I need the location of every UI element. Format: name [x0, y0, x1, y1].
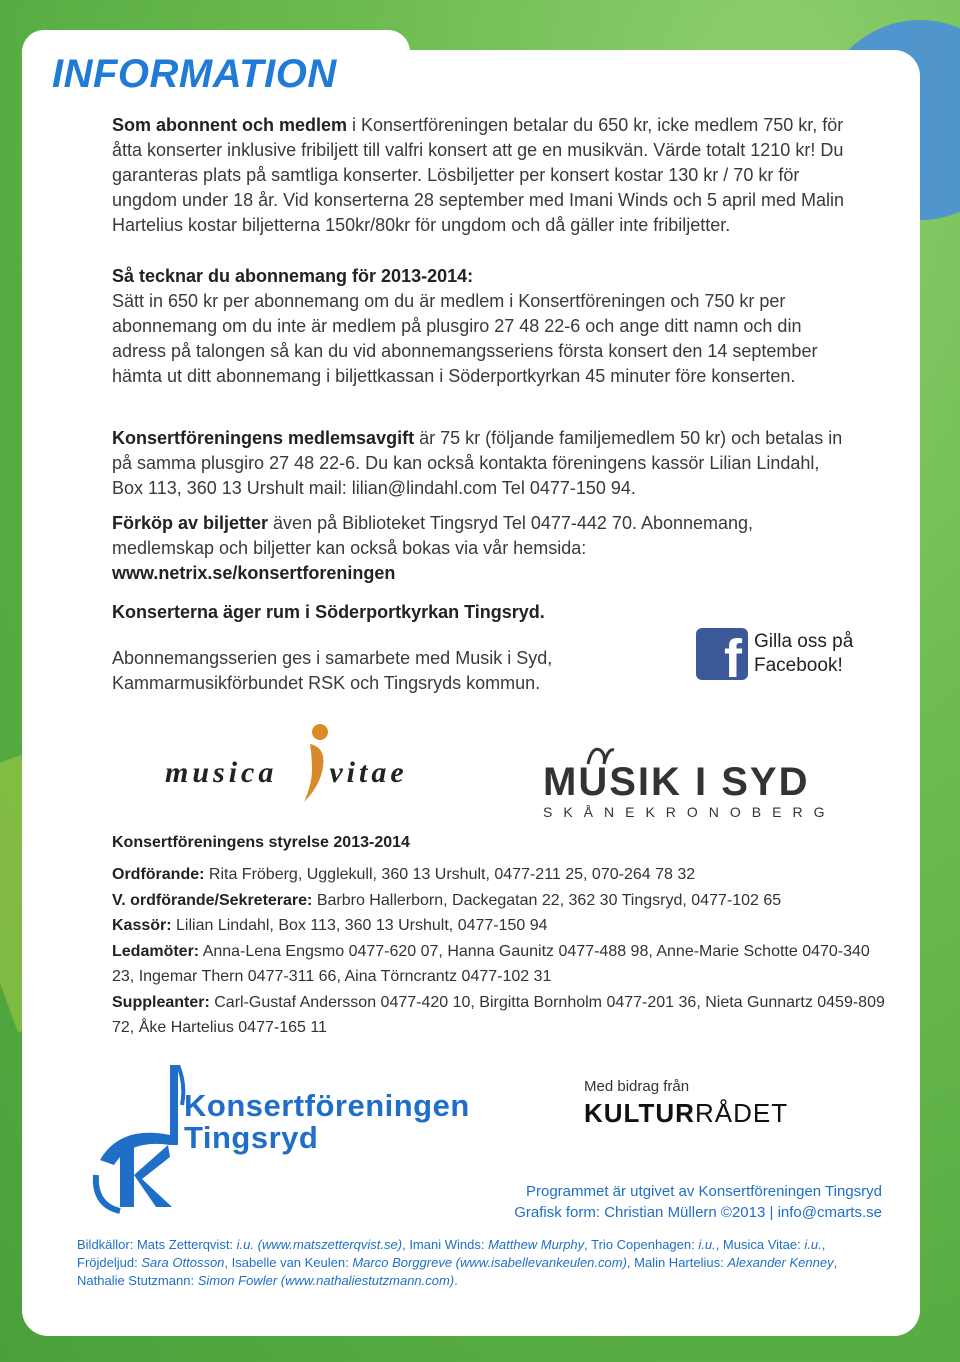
credit-name: Sara Ottosson — [141, 1255, 225, 1270]
board-row — [112, 939, 892, 990]
board-row-text: Carl-Gustaf Andersson 0477-420 10, Birgitta Bornholm 0477-201 36, Nieta Gunnartz 0459-809 72, Åke Hartelius 0477-165 11 — [112, 993, 885, 1036]
board-row — [112, 913, 892, 939]
website-link[interactable]: www.netrix.se/konsertforeningen — [112, 563, 396, 583]
board-row-text: Lilian Lindahl, Box 113, 360 13 Urshult, 0477-150 94 — [171, 917, 548, 934]
board-row-text: Barbro Hallerborn, Dackegatan 22, 362 30 Tingsryd, 0477-102 65 — [312, 891, 782, 909]
credit-text: , Malin Hartelius: — [626, 1255, 728, 1270]
musica-vitae-logo — [165, 756, 408, 790]
board-row-text: Rita Fröberg, Ugglekull, 360 13 Urshult, 0477-211 25, 070-264 78 32 — [204, 866, 696, 883]
board-row-label: Kassör: — [112, 917, 172, 934]
program-line2: Grafisk form: Christian Müllern ©2013 | info@cmarts.se — [514, 1204, 882, 1221]
credit-text: , Fröjdeljud: — [77, 1237, 826, 1270]
konsertforeningen-logo-text — [184, 1090, 470, 1154]
kultur-bold: KULTUR — [584, 1098, 695, 1128]
musik-i-syd-logo — [543, 762, 835, 820]
credit-name: i.u. — [698, 1237, 716, 1252]
page-title: INFORMATION — [52, 52, 337, 96]
board-row-label: Suppleanter: — [112, 993, 210, 1011]
board-row-label: Ordförande: — [112, 866, 205, 883]
board-row — [112, 888, 892, 914]
credit-text: , Imani Winds: — [402, 1237, 489, 1252]
venue-line: Konserterna äger rum i Söderportkyrkan Tingsryd. — [112, 602, 545, 622]
board-title: Konsertföreningens styrelse 2013-2014 — [112, 834, 410, 851]
kultur-light: RÅDET — [694, 1098, 789, 1128]
cooperation-paragraph: Abonnemangsserien ges i samarbete med Musik i Syd, Kammarmusikförbundet RSK och Tingsryds kommun. — [112, 648, 553, 693]
membership-heading: Som abonnent och medlem — [112, 115, 348, 135]
membership-paragraph — [112, 113, 852, 238]
kf-line1: Konsertföreningen — [184, 1088, 470, 1123]
board-row-label: V. ordförande/Sekreterare: — [112, 891, 313, 909]
credit-text: , Isabelle van Keulen: — [224, 1255, 353, 1270]
presale-heading: Förköp av biljetter — [112, 513, 269, 533]
board-list — [112, 862, 892, 1041]
credit-name: i.u. — [804, 1237, 822, 1252]
program-credits — [514, 1181, 882, 1223]
credit-text: , Musica Vitae: — [715, 1237, 805, 1252]
credit-name: Simon Fowler (www.nathaliestutzmann.com) — [197, 1273, 455, 1288]
subscription-text: Sätt in 650 kr per abonnemang om du är medlem i Konsertföreningen och 750 kr per abonnemang om du inte är medlem på plusgiro 27 48 22-6 och ange ditt namn och din adress på talongen så kan du vid abonnemangsseriens första konsert den 14 september hämta ut ditt abonnemang i biljettkassan i Söderportkyrkan 45 minuter före konserten. — [112, 291, 818, 386]
credit-name: i.u. (www.matszetterqvist.se) — [236, 1237, 403, 1252]
fee-heading: Konsertföreningens medlemsavgift — [112, 428, 415, 448]
facebook-icon[interactable]: f — [696, 628, 748, 680]
board-row-text: Anna-Lena Engsmo 0477-620 07, Hanna Gaunitz 0477-488 98, Anne-Marie Schotte 0470-340 23, Ingemar Thern 0477-311 66, Aina Törncrantz 0477-102 31 — [112, 942, 870, 985]
membership-text: i Konsertföreningen betalar du 650 kr, icke medlem 750 kr, för åtta konserter inklusive fribiljett till valfri konsert att ge en musikvän. Värde totalt 1210 kr! Du garanteras plats på samtliga konserter. Lösbiljetter per konsert kostar 130 kr / 70 kr för ungdom under 18 år. Vid konserterna 28 september med Imani Winds och 5 april med Malin Hartelius kostar biljetterna 150kr/80kr för ungdom och då gäller inte fribiljetter. — [112, 115, 845, 235]
subscription-paragraph — [112, 264, 852, 389]
credit-text: . — [454, 1273, 458, 1288]
board-row — [112, 990, 892, 1041]
fee-text: är 75 kr (följande familjemedlem 50 kr) och betalas in på samma plusgiro 27 48 22-6. Du kan också kontakta föreningens kassör Lilian Lindahl, Box 113, 360 13 Urshult mail: lilian@lindahl.com Tel 0477-150 94. — [112, 428, 843, 498]
board-row-label: Ledamöter: — [112, 942, 200, 960]
vitae-logo-text: vitae — [329, 756, 408, 789]
subscription-heading: Så tecknar du abonnemang för 2013-2014: — [112, 266, 474, 286]
credit-text: , Trio Copenhagen: — [584, 1237, 699, 1252]
bidrag-label: Med bidrag från — [584, 1078, 690, 1095]
kulturradet-logo — [584, 1098, 788, 1129]
presale-paragraph — [112, 511, 852, 586]
facebook-text[interactable]: Gilla oss på Facebook! — [754, 631, 854, 676]
credit-name: Marco Borggreve (www.isabellevankeulen.com) — [352, 1255, 627, 1270]
program-line1: Programmet är utgivet av Konsertföreningen Tingsryd — [525, 1183, 882, 1200]
image-credits — [77, 1236, 887, 1290]
presale-text: även på Biblioteket Tingsryd Tel 0477-442 70. Abonnemang, medlemskap och biljetter kan också bokas via vår hemsida: — [112, 513, 754, 558]
credit-text: , Nathalie Stutzmann: — [77, 1255, 838, 1288]
credit-name: Alexander Kenney — [727, 1255, 834, 1270]
musica-logo-text: musica — [165, 756, 278, 789]
fee-paragraph — [112, 426, 852, 501]
kf-line2: Tingsryd — [184, 1120, 319, 1155]
board-row — [112, 862, 892, 888]
musik-i-syd-main: MUSIK I SYD — [543, 760, 810, 804]
credit-name: Matthew Murphy — [488, 1237, 585, 1252]
konsertforeningen-k-icon — [90, 1065, 186, 1215]
credit-text: Bildkällor: Mats Zetterqvist: — [77, 1237, 237, 1252]
musik-i-syd-sub: SKÅNEKRONOBERG — [543, 804, 836, 820]
